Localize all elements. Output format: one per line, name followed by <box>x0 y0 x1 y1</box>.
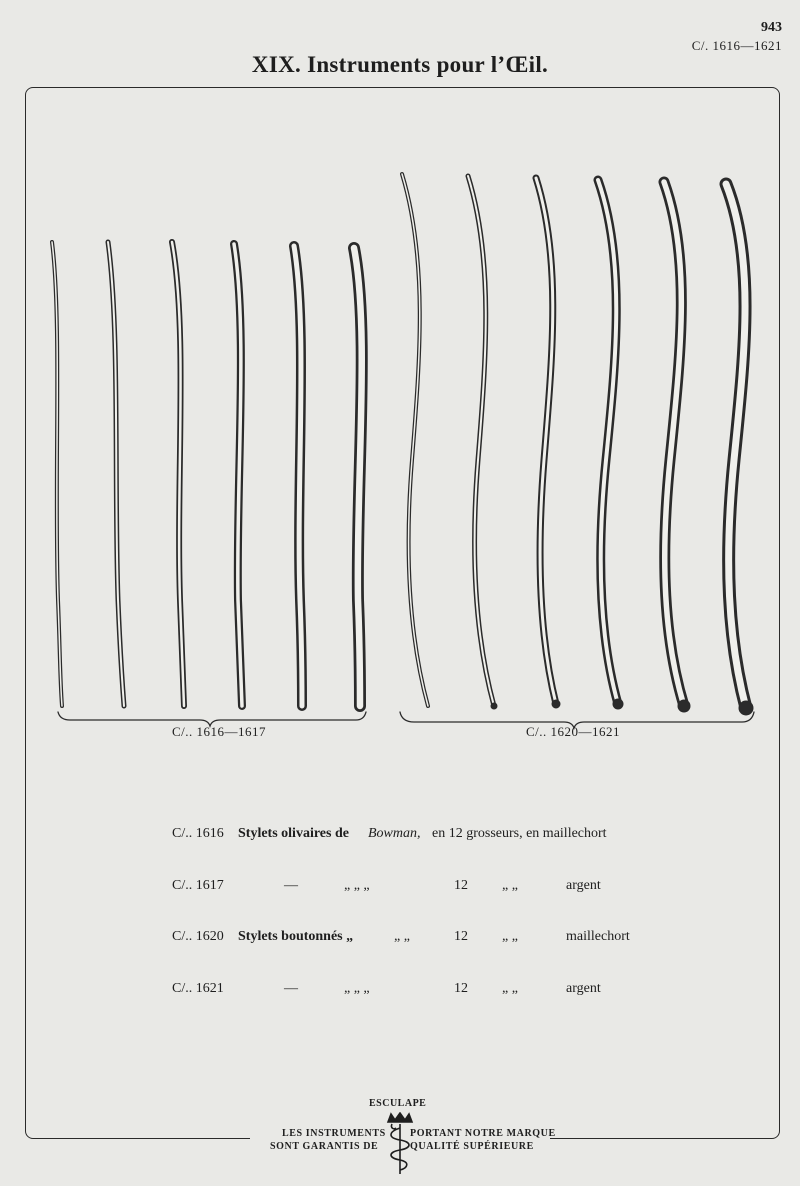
page-number: 943 <box>761 20 782 35</box>
dash: — <box>284 981 298 996</box>
dash: — <box>284 878 298 893</box>
count: 12 <box>454 929 468 944</box>
ditto: „ „ „ <box>344 878 370 893</box>
stylet-boutonne-2 <box>468 176 497 709</box>
stylet-boutonne-4 <box>598 180 623 709</box>
item-name: Stylets boutonnés „ <box>238 929 354 944</box>
guarantee-line-2-left: SONT GARANTIS DE <box>270 1141 379 1152</box>
stylet-olivaire-3 <box>172 242 184 706</box>
material: maillechort <box>566 929 630 944</box>
code: C/.. 1621 <box>172 981 224 996</box>
esculape-emblem-icon <box>380 1112 420 1178</box>
stylet-olivaire-6 <box>354 248 362 706</box>
code: C/.. 1620 <box>172 929 224 944</box>
guarantee-line-2-right: QUALITÉ SUPÉRIEURE <box>410 1141 534 1152</box>
reference-range: C/. 1616—1621 <box>691 38 782 53</box>
stylet-olivaire-1 <box>52 242 62 706</box>
material: argent <box>566 981 601 996</box>
stylet-olivaire-4 <box>234 244 242 706</box>
count: 12 <box>454 981 468 996</box>
material: argent <box>566 878 601 893</box>
ditto-2: „ „ <box>502 878 518 893</box>
ditto: „ „ „ <box>344 981 370 996</box>
item-name: Stylets olivaires de <box>238 826 349 841</box>
size-material: en 12 grosseurs, en maillechort <box>432 826 607 841</box>
count: 12 <box>454 878 468 893</box>
inventor: Bowman, <box>368 826 421 841</box>
guarantee-line-1-right: PORTANT NOTRE MARQUE <box>410 1128 556 1139</box>
page-title: XIX. Instruments pour l’Œil. <box>251 52 549 77</box>
stylet-boutonne-5 <box>664 182 690 712</box>
group-label-1616-1617: C/.. 1616—1617 <box>172 724 267 739</box>
stylet-boutonne-1 <box>402 174 428 706</box>
ditto-2: „ „ <box>502 981 518 996</box>
stylet-olivaire-2 <box>108 242 124 706</box>
stylet-olivaire-5 <box>294 246 302 706</box>
ditto: „ „ <box>394 929 410 944</box>
ditto-2: „ „ <box>502 929 518 944</box>
guarantee-line-1-left: LES INSTRUMENTS <box>282 1128 386 1139</box>
code: C/.. 1616 <box>172 826 224 841</box>
stylet-boutonne-3 <box>536 178 560 708</box>
stylet-boutonne-6 <box>726 184 753 715</box>
code: C/.. 1617 <box>172 878 224 893</box>
group-label-1620-1621: C/.. 1620—1621 <box>526 724 621 739</box>
brand-name: ESCULAPE <box>369 1098 427 1109</box>
